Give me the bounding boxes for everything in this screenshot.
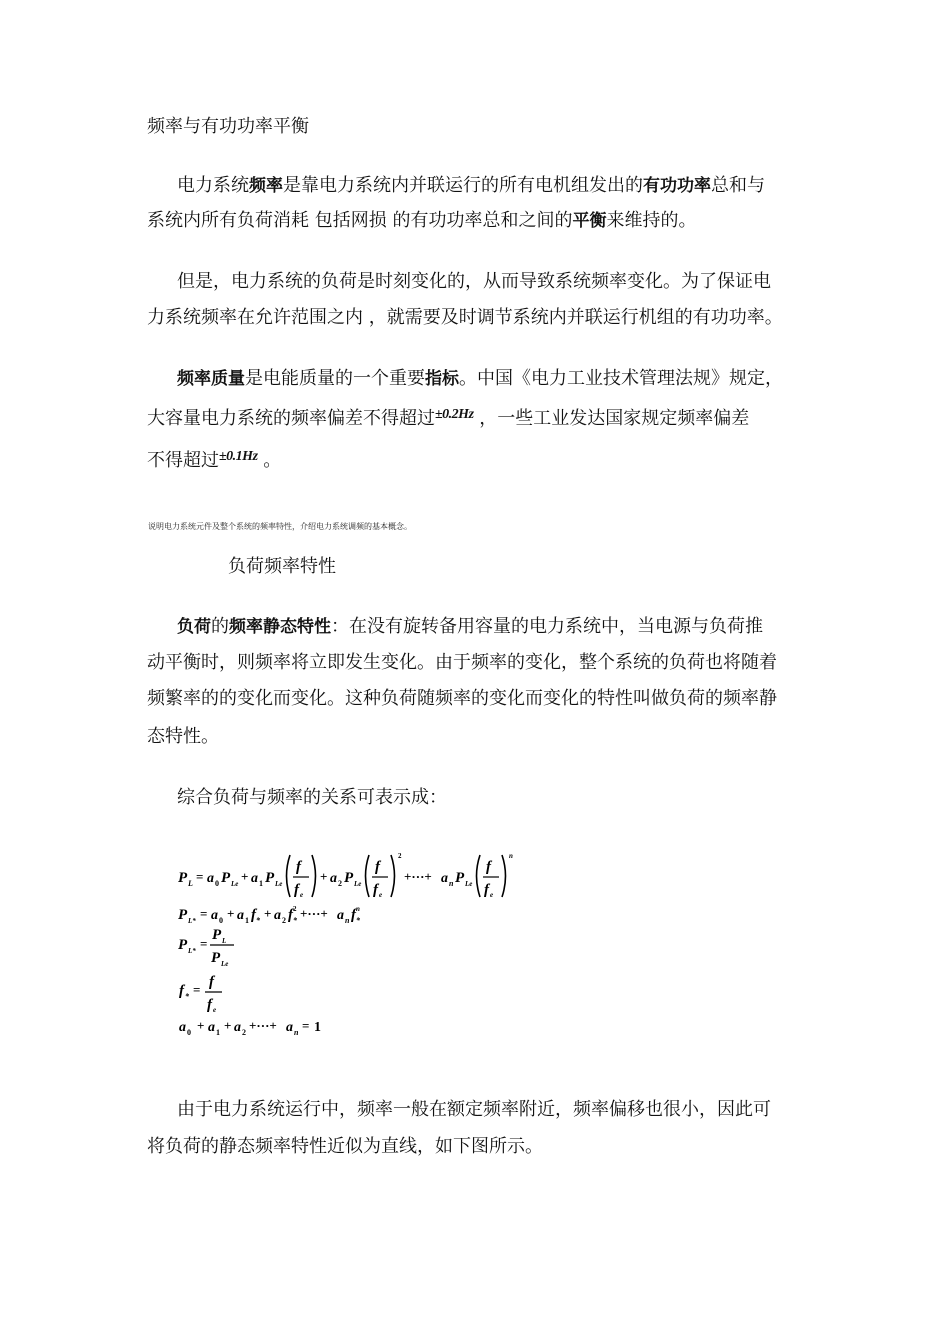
keyword-load: 负荷 (177, 617, 211, 637)
svg-text:P: P (455, 870, 465, 886)
svg-text:0: 0 (187, 1028, 191, 1037)
svg-text:L*: L* (188, 917, 196, 925)
paragraph-4-line-3: 频繁率的的变化而变化。这种负荷随频率的变化而变化的特性叫做负荷的频率静 (147, 688, 777, 709)
svg-text:n: n (356, 905, 360, 913)
svg-text:=: = (193, 982, 201, 997)
svg-text:e: e (490, 891, 494, 899)
equation-1 (178, 852, 513, 899)
svg-text:0: 0 (219, 916, 223, 925)
svg-text:=: = (200, 906, 208, 921)
svg-text:+: + (241, 869, 249, 884)
svg-text:a: a (211, 908, 218, 923)
svg-text:Le: Le (465, 880, 473, 888)
svg-text:=: = (196, 869, 204, 884)
svg-text:=: = (200, 936, 208, 951)
svg-text:P: P (178, 937, 188, 953)
svg-text:a: a (286, 1020, 293, 1035)
formula-svg (176, 848, 536, 1043)
paragraph-6-line-2: 将负荷的静态频率特性近似为直线，如下图所示。 (147, 1136, 543, 1157)
paragraph-3-line-2: 大容量电力系统的频率偏差不得超过$^{\pm 0.2Hz}$ ，一些工业发达国家规定频率偏差 (147, 407, 750, 429)
keyword-balance: 平衡 (572, 211, 607, 231)
svg-text:Le: Le (231, 880, 239, 888)
svg-text:a: a (179, 1020, 186, 1035)
svg-text:*: * (185, 992, 189, 1001)
svg-text:2: 2 (282, 916, 286, 925)
svg-text:*: * (356, 916, 360, 925)
svg-text:f: f (209, 974, 214, 990)
svg-text:Le: Le (275, 880, 283, 888)
equation-4 (179, 974, 222, 1014)
svg-text:L*: L* (188, 947, 196, 955)
svg-text:+: + (224, 1018, 232, 1033)
svg-text:n: n (345, 916, 350, 925)
svg-text:a: a (237, 908, 244, 923)
svg-text:+: + (264, 906, 272, 921)
equation-2 (178, 905, 361, 925)
svg-text:f: f (486, 859, 491, 875)
svg-text:*: * (256, 916, 260, 925)
paragraph-6-line-1: 由于电力系统运行中，频率一般在额定频率附近，频率偏移也很小，因此可 (177, 1099, 771, 1120)
small-note: 说明电力系统元件及整个系统的频率特性，介绍电力系统调频的基本概念。 (148, 522, 412, 531)
subsection-heading: 负荷频率特性 (228, 556, 336, 577)
svg-text:2: 2 (293, 905, 297, 913)
svg-text:Le: Le (221, 960, 229, 968)
svg-text:2: 2 (242, 1028, 246, 1037)
svg-text:0: 0 (215, 879, 219, 888)
svg-text:a: a (274, 908, 281, 923)
svg-text:f: f (351, 907, 356, 923)
paragraph-1-line-1: 电力系统频率是靠电力系统内并联运行的所有电机组发出的有功功率总和与 (177, 175, 765, 196)
svg-text:f: f (179, 983, 184, 999)
svg-text:a: a (251, 871, 258, 886)
svg-text:=: = (302, 1018, 310, 1033)
svg-text:2: 2 (338, 879, 342, 888)
keyword-index: 指标 (425, 369, 459, 389)
svg-text:a: a (330, 871, 337, 886)
svg-text:f: f (373, 882, 378, 898)
svg-text:a: a (441, 871, 448, 886)
keyword-active-power: 有功功率 (643, 176, 711, 196)
svg-text:e: e (213, 1006, 217, 1014)
svg-text:a: a (208, 1020, 215, 1035)
svg-text:f: f (484, 882, 489, 898)
svg-text:e: e (379, 891, 383, 899)
section-heading: 频率与有功功率平衡 (147, 116, 309, 137)
svg-text:f: f (296, 859, 301, 875)
svg-text:+: + (320, 869, 328, 884)
svg-text:+···+: +···+ (249, 1018, 277, 1033)
svg-text:n: n (509, 852, 513, 860)
svg-text:P: P (212, 927, 222, 943)
svg-text:P: P (178, 907, 188, 923)
svg-text:a: a (337, 908, 344, 923)
paragraph-5: 综合负荷与频率的关系可表示成： (177, 787, 447, 808)
paragraph-3-line-3: 不得超过$^{\pm 0.1Hz}$ 。 (147, 449, 282, 471)
svg-text:+: + (227, 906, 235, 921)
svg-text:f: f (251, 907, 256, 923)
svg-text:L: L (222, 937, 227, 945)
svg-text:+···+: +···+ (300, 906, 328, 921)
svg-text:1: 1 (259, 879, 263, 888)
paragraph-4-line-2: 动平衡时，则频率将立即发生变化。由于频率的变化，整个系统的负荷也将随着 (147, 652, 777, 673)
svg-text:P: P (211, 950, 221, 966)
equation-5 (179, 1018, 321, 1037)
svg-text:+: + (197, 1018, 205, 1033)
formula-block (176, 848, 536, 1043)
paragraph-2-line-2: 力系统频率在允许范围之内 ，就需要及时调节系统内并联运行机组的有功功率。 (147, 307, 783, 328)
svg-text:L: L (188, 879, 193, 888)
paragraph-1-line-2: 系统内所有负荷消耗 包括网损 的有功功率总和之间的平衡来维持的。 (147, 210, 697, 231)
paragraph-4-line-1: 负荷的频率静态特性：在没有旋转备用容量的电力系统中，当电源与负荷推 (177, 616, 763, 637)
keyword-frequency-quality: 频率质量 (177, 369, 245, 389)
svg-text:a: a (207, 871, 214, 886)
svg-text:e: e (300, 891, 304, 899)
paragraph-4-line-4: 态特性。 (147, 726, 219, 747)
tolerance-0.1hz: ±0.1Hz (219, 449, 258, 464)
svg-text:2: 2 (398, 852, 402, 860)
svg-text:*: * (293, 916, 297, 925)
keyword-static-characteristic: 频率静态特性 (229, 617, 331, 637)
keyword-frequency: 频率 (249, 176, 283, 196)
tolerance-0.2hz: ±0.2Hz (435, 407, 474, 422)
paragraph-3-line-1: 频率质量是电能质量的一个重要指标。中国《电力工业技术管理法规》规定， (177, 368, 783, 389)
svg-text:P: P (221, 870, 231, 886)
svg-text:a: a (234, 1020, 241, 1035)
svg-text:f: f (288, 907, 293, 923)
svg-text:1: 1 (216, 1028, 220, 1037)
svg-text:Le: Le (354, 880, 362, 888)
svg-text:P: P (344, 870, 354, 886)
svg-text:1: 1 (245, 916, 249, 925)
svg-text:+···+: +···+ (404, 869, 432, 884)
svg-text:n: n (449, 879, 454, 888)
svg-text:1: 1 (314, 1020, 321, 1035)
svg-text:f: f (375, 859, 380, 875)
svg-text:P: P (265, 870, 275, 886)
svg-text:P: P (178, 870, 188, 886)
svg-text:n: n (294, 1028, 299, 1037)
equation-3 (178, 927, 234, 968)
svg-text:f: f (207, 997, 212, 1013)
svg-text:f: f (294, 882, 299, 898)
paragraph-2-line-1: 但是，电力系统的负荷是时刻变化的，从而导致系统频率变化。为了保证电 (177, 271, 771, 292)
